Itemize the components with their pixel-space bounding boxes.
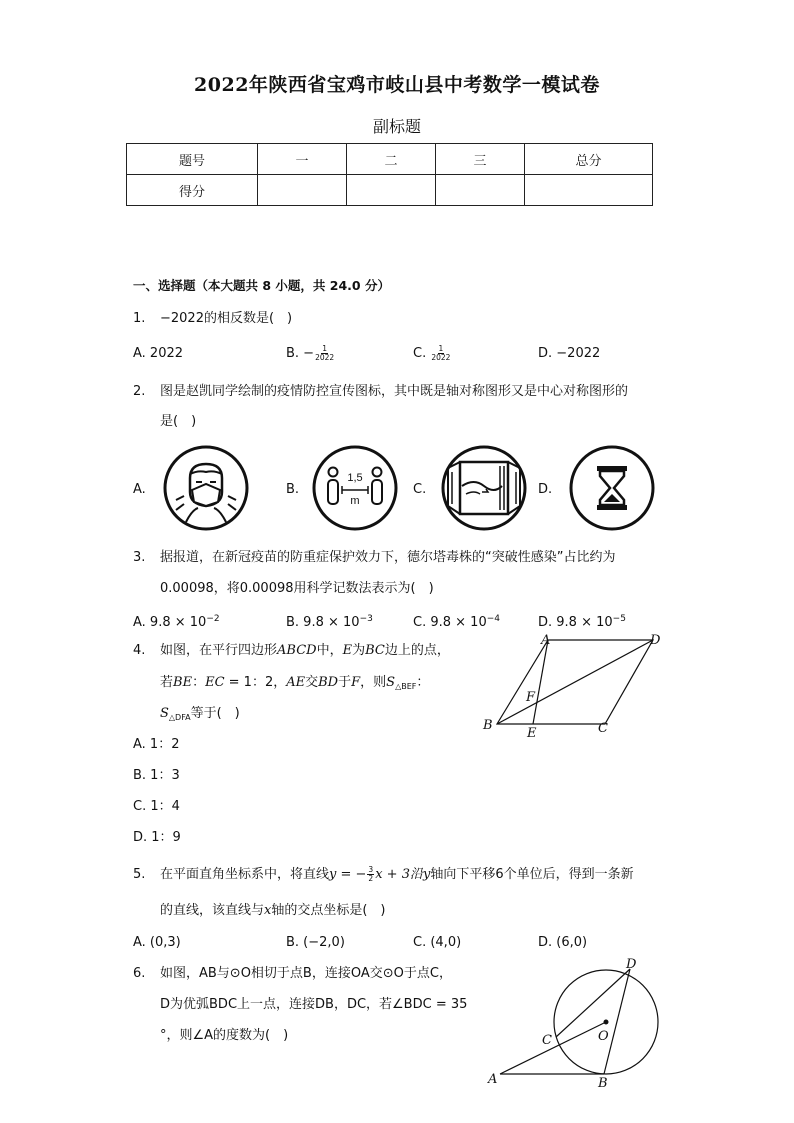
score-table-score-row	[127, 175, 653, 206]
hourglass-icon	[568, 444, 656, 532]
score-input-cell[interactable]	[258, 175, 347, 206]
stem-text: 若	[160, 675, 174, 690]
point-label: C	[598, 721, 608, 736]
math-expression: y = −	[329, 867, 367, 882]
math-var: BE	[173, 675, 193, 690]
point-label: O	[598, 1029, 609, 1044]
question-stem: D为优弧BDC上一点，连接DB，DC，若∠BDC = 35	[160, 997, 468, 1012]
fraction-numerator: 3	[368, 865, 374, 874]
circle-tangent-figure	[484, 952, 674, 1092]
open-window-ventilation-icon	[440, 444, 528, 532]
point-label: A	[488, 1072, 498, 1087]
stem-text: 边上的点，	[384, 643, 450, 658]
stem-text: 交	[305, 675, 319, 690]
math-var: S	[160, 706, 169, 721]
question-number: 2.	[133, 384, 146, 399]
stem-text: 中，	[316, 643, 343, 658]
fraction	[431, 345, 450, 362]
fraction-denominator: 2022	[315, 353, 335, 362]
math-var: BC	[365, 643, 385, 658]
option-b	[286, 610, 373, 632]
stem-text: 如图，在平行四边形	[160, 643, 278, 658]
score-input-cell[interactable]	[347, 175, 436, 206]
fraction-denominator: 2022	[431, 353, 451, 362]
score-header-cell: 总分	[525, 144, 653, 175]
option-a: A. (0,3)	[133, 935, 181, 950]
option-text: B. 9.8 × 10	[286, 615, 360, 630]
stem-text: = 1：2，	[224, 675, 287, 690]
fraction-numerator: 1	[322, 344, 328, 353]
option-a: A. 2022	[133, 346, 184, 361]
fraction	[367, 866, 374, 883]
question-stem: 如图，AB与⊙O相切于点B，连接OA交⊙O于点C，	[160, 966, 452, 981]
option-b	[286, 345, 335, 363]
stem-text: 轴向下平移6个单位后，得到一条新	[430, 867, 634, 882]
fraction-numerator: 1	[438, 344, 444, 353]
option-a	[133, 610, 220, 632]
stem-text: ，则	[360, 675, 387, 690]
page-title: 2022年陕西省宝鸡市岐山县中考数学一模试卷	[194, 74, 600, 96]
math-var: y	[422, 867, 431, 882]
question-stem	[160, 642, 450, 660]
question-number: 3.	[133, 550, 146, 565]
stem-text: 轴的交点坐标是( )	[271, 903, 386, 918]
point-label: D	[650, 633, 661, 648]
social-distance-icon	[311, 444, 399, 532]
math-var: AE	[286, 675, 306, 690]
question-number: 5.	[133, 867, 146, 882]
math-var: E	[342, 643, 353, 658]
point-label: B	[483, 718, 493, 733]
stem-text: ：	[416, 675, 430, 690]
score-input-cell[interactable]	[436, 175, 525, 206]
score-table-header-row	[127, 144, 653, 175]
subscript: △DFA	[168, 713, 191, 722]
option-a: A.	[133, 482, 146, 497]
option-text: D. 9.8 × 10	[538, 615, 613, 630]
stem-text: ：	[192, 675, 206, 690]
icon-text: m	[350, 495, 360, 507]
point-label: C	[542, 1033, 552, 1048]
question-number: 6.	[133, 966, 146, 981]
score-input-cell[interactable]	[525, 175, 653, 206]
exponent: −5	[612, 614, 626, 624]
option-text: C. 9.8 × 10	[413, 615, 487, 630]
option-d: D. (6,0)	[538, 935, 588, 950]
parallelogram-figure	[478, 628, 668, 740]
stem-text: 于	[338, 675, 352, 690]
option-a: A. 1：2	[133, 737, 180, 752]
question-stem: °，则∠A的度数为( )	[160, 1028, 289, 1043]
question-stem	[160, 705, 240, 727]
question-stem: 图是赵凯同学绘制的疫情防控宣传图标，其中既是轴对称图形又是中心对称图形的	[160, 384, 629, 399]
option-text: A. 9.8 × 10	[133, 615, 207, 630]
question-stem: 0.00098，将0.00098用科学记数法表示为( )	[160, 581, 434, 596]
option-c: C. 1：4	[133, 799, 180, 814]
point-label: D	[626, 957, 637, 972]
fraction	[315, 345, 334, 362]
score-table	[126, 143, 653, 206]
math-var: ABCD	[277, 643, 317, 658]
question-stem: −2022的相反数是( )	[160, 311, 293, 326]
question-stem	[160, 902, 386, 920]
icon-text: 1,5	[347, 472, 363, 484]
question-stem	[160, 674, 429, 696]
score-header-cell: 一	[258, 144, 347, 175]
point-label: A	[541, 633, 551, 648]
point-label: E	[527, 726, 537, 740]
stem-text: 的直线，该直线与	[160, 903, 265, 918]
option-d: D.	[538, 482, 553, 497]
option-c	[413, 345, 451, 363]
math-expression: x + 3沿	[375, 867, 423, 882]
exponent: −4	[486, 614, 500, 624]
page-subtitle: 副标题	[372, 117, 421, 136]
option-c: C.	[413, 482, 427, 497]
math-var: BD	[318, 675, 339, 690]
question-stem: 是( )	[160, 414, 197, 429]
option-b: B.	[286, 482, 300, 497]
point-label: F	[526, 690, 536, 705]
math-var: x	[264, 903, 272, 918]
stem-text: 在平面直角坐标系中，将直线	[160, 867, 330, 882]
score-header-cell: 三	[436, 144, 525, 175]
score-row-label: 得分	[127, 175, 258, 206]
question-stem: 据报道，在新冠疫苗的防重症保护效力下，德尔塔毒株的“突破性感染”占比约为	[160, 550, 616, 565]
option-label: C.	[413, 346, 427, 361]
fraction-denominator: 2	[368, 874, 374, 883]
point-label: B	[598, 1076, 608, 1091]
option-d: D. −2022	[538, 346, 601, 361]
exponent: −3	[359, 614, 373, 624]
score-header-cell: 二	[347, 144, 436, 175]
question-number: 1.	[133, 311, 146, 326]
question-number: 4.	[133, 643, 146, 658]
math-var: EC	[205, 675, 225, 690]
subscript: △BEF	[395, 682, 417, 691]
stem-text: 为	[352, 643, 366, 658]
question-stem	[160, 866, 634, 884]
math-var: S	[386, 675, 396, 690]
option-c: C. (4,0)	[413, 935, 462, 950]
option-d: D. 1：9	[133, 830, 181, 845]
option-b: B. 1：3	[133, 768, 180, 783]
option-b: B. (−2,0)	[286, 935, 345, 950]
section-heading: 一、选择题（本大题共 8 小题，共 24.0 分）	[133, 278, 390, 293]
exponent: −2	[206, 614, 220, 624]
score-header-cell: 题号	[127, 144, 258, 175]
math-var: F	[351, 675, 361, 690]
stem-text: 等于( )	[190, 706, 240, 721]
option-label: B. −	[286, 346, 315, 361]
face-mask-icon	[162, 444, 250, 532]
